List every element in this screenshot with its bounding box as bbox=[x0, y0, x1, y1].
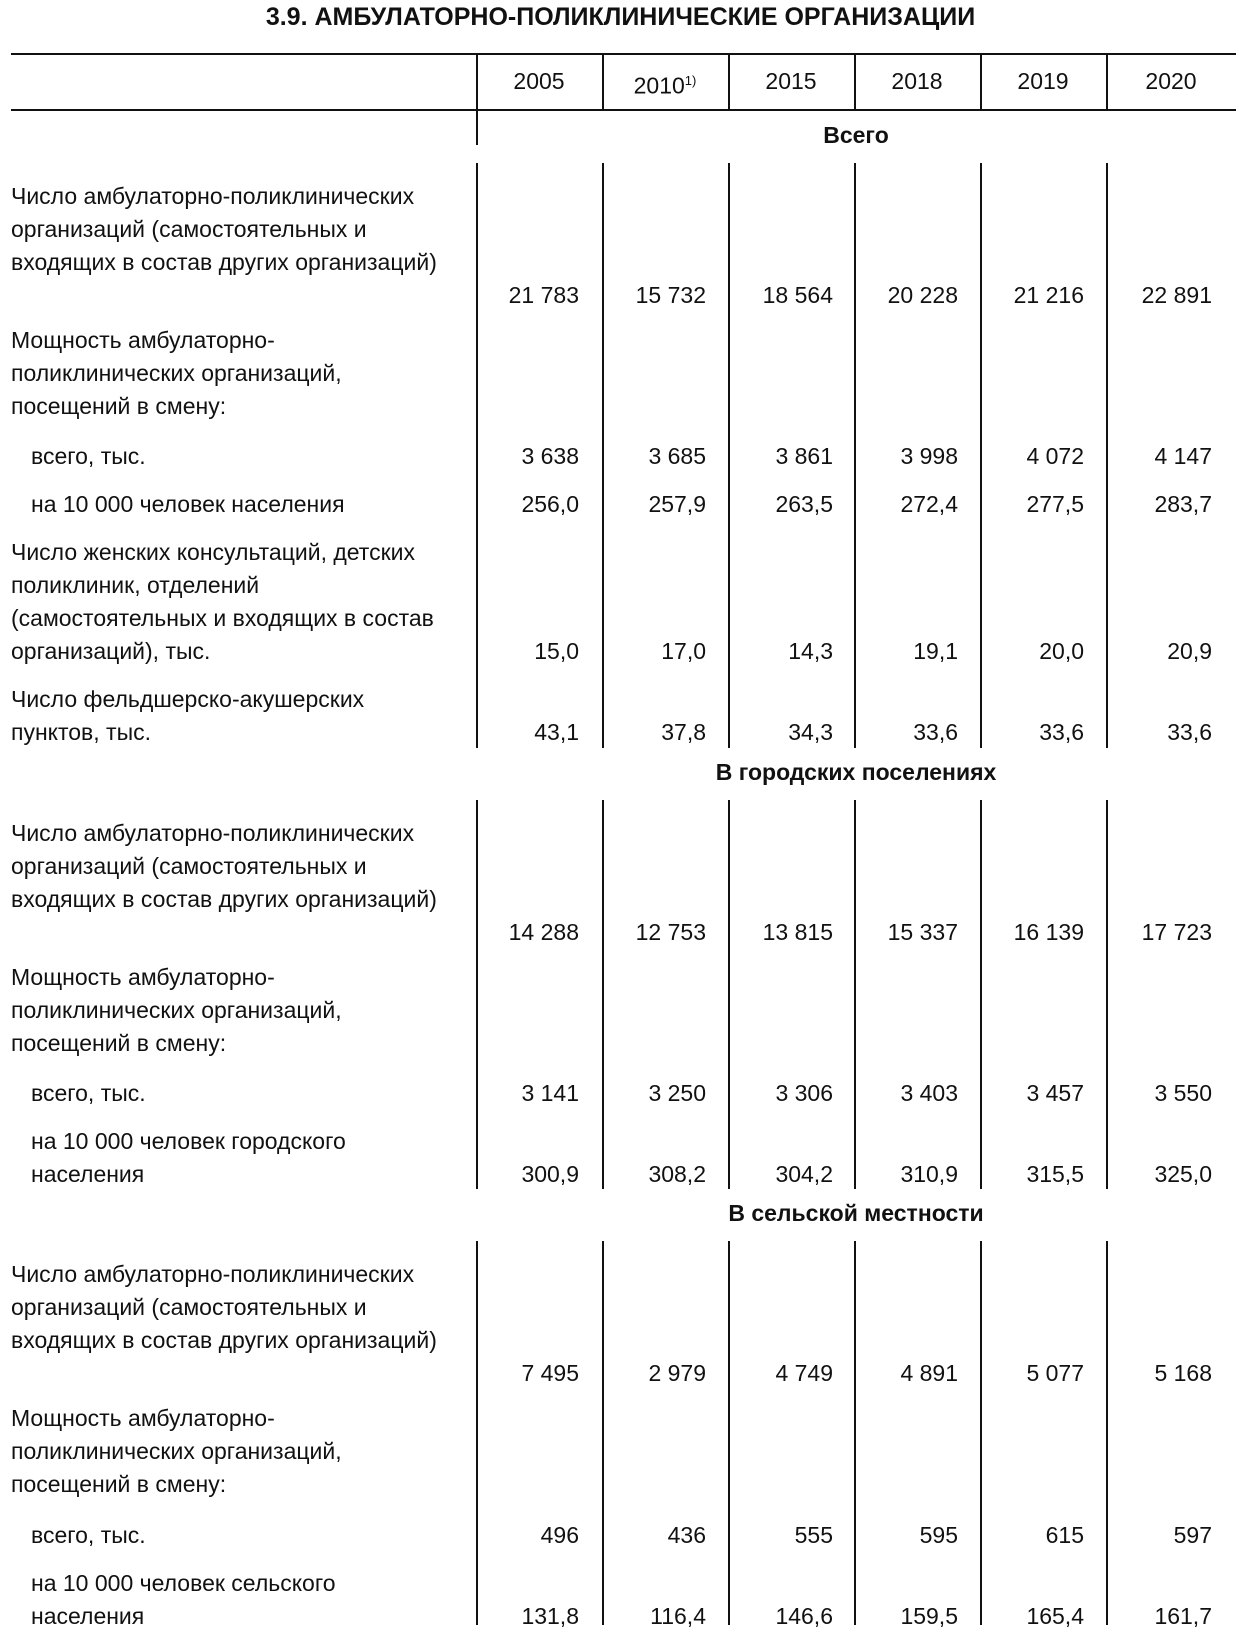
footnote-marker: 1) bbox=[684, 73, 697, 88]
column-divider bbox=[854, 1241, 856, 1625]
row-label: Число фельдшерско-акушерских пунктов, тыс. bbox=[11, 686, 365, 745]
row-label: всего, тыс. bbox=[31, 1522, 146, 1548]
column-divider bbox=[854, 800, 856, 1189]
table-cell-value: 304,2 bbox=[775, 1161, 833, 1187]
row-label: Число амбулаторно-поликлинических организаций (самостоятельных и входящих в состав других организаций) bbox=[11, 1261, 437, 1353]
table-cell-value: 310,9 bbox=[900, 1161, 958, 1187]
header-top-rule bbox=[11, 53, 1236, 55]
table-cell-value: 5 168 bbox=[1154, 1360, 1212, 1386]
table-cell-value: 17,0 bbox=[661, 638, 706, 664]
page-title: 3.9. АМБУЛАТОРНО-ПОЛИКЛИНИЧЕСКИЕ ОРГАНИЗАЦИИ bbox=[265, 3, 976, 31]
table-cell-value: 43,1 bbox=[534, 719, 579, 745]
table-cell-value: 20 228 bbox=[887, 282, 958, 308]
column-divider bbox=[602, 800, 604, 1189]
table-cell-value: 33,6 bbox=[1167, 719, 1212, 745]
table-cell-value: 3 550 bbox=[1154, 1080, 1212, 1106]
year-header: 2010$^{1)}$ bbox=[633, 72, 697, 99]
table-cell-value: 325,0 bbox=[1154, 1161, 1212, 1187]
table-cell-value: 272,4 bbox=[900, 491, 958, 517]
table-cell-value: 16 139 bbox=[1013, 919, 1084, 945]
table-cell-value: 37,8 bbox=[661, 719, 706, 745]
table-cell-value: 18 564 bbox=[762, 282, 833, 308]
table-cell-value: 15 337 bbox=[887, 919, 958, 945]
column-divider bbox=[980, 1241, 982, 1625]
row-label: Мощность амбулаторно-поликлинических организаций, посещений в смену: bbox=[11, 1405, 342, 1497]
row-label: Число амбулаторно-поликлинических организаций (самостоятельных и входящих в состав других организаций) bbox=[11, 183, 437, 275]
table-cell-value: 277,5 bbox=[1026, 491, 1084, 517]
table-cell-value: 17 723 bbox=[1141, 919, 1212, 945]
table-cell-value: 283,7 bbox=[1154, 491, 1212, 517]
table-cell-value: 20,0 bbox=[1039, 638, 1084, 664]
table-cell-value: 131,8 bbox=[521, 1603, 579, 1629]
table-cell-value: 256,0 bbox=[521, 491, 579, 517]
table-cell-value: 165,4 bbox=[1026, 1603, 1084, 1629]
table-cell-value: 615 bbox=[1045, 1522, 1084, 1548]
column-divider bbox=[728, 1241, 730, 1625]
table-cell-value: 33,6 bbox=[1039, 719, 1084, 745]
table-cell-value: 3 250 bbox=[648, 1080, 706, 1106]
table-cell-value: 300,9 bbox=[521, 1161, 579, 1187]
section-title: Всего bbox=[823, 122, 889, 148]
header-bottom-rule bbox=[11, 109, 1236, 111]
table-cell-value: 5 077 bbox=[1026, 1360, 1084, 1386]
table-cell-value: 19,1 bbox=[913, 638, 958, 664]
table-cell-value: 14 288 bbox=[508, 919, 579, 945]
table-cell-value: 13 815 bbox=[762, 919, 833, 945]
column-divider bbox=[728, 800, 730, 1189]
table-cell-value: 315,5 bbox=[1026, 1161, 1084, 1187]
row-label: Число женских консультаций, детских поликлиник, отделений (самостоятельных и входящих в состав организаций), тыс. bbox=[11, 539, 434, 664]
year-header: 2018 bbox=[891, 68, 943, 94]
table-cell-value: 21 783 bbox=[508, 282, 579, 308]
row-label: всего, тыс. bbox=[31, 443, 146, 469]
table-cell-value: 4 749 bbox=[775, 1360, 833, 1386]
table-cell-value: 22 891 bbox=[1141, 282, 1212, 308]
table-cell-value: 257,9 bbox=[648, 491, 706, 517]
table-cell-value: 12 753 bbox=[635, 919, 706, 945]
table-cell-value: 3 457 bbox=[1026, 1080, 1084, 1106]
column-divider bbox=[980, 800, 982, 1189]
table-cell-value: 116,4 bbox=[650, 1603, 706, 1629]
table-cell-value: 20,9 bbox=[1167, 638, 1212, 664]
table-cell-value: 2 979 bbox=[648, 1360, 706, 1386]
table-cell-value: 3 141 bbox=[521, 1080, 579, 1106]
row-label: на 10 000 человек городского населения bbox=[31, 1128, 346, 1187]
year-header: 2005 bbox=[513, 68, 565, 94]
table-cell-value: 263,5 bbox=[775, 491, 833, 517]
table-cell-value: 146,6 bbox=[775, 1603, 833, 1629]
column-divider bbox=[476, 800, 478, 1189]
table-cell-value: 15 732 bbox=[635, 282, 706, 308]
table-cell-value: 161,7 bbox=[1154, 1603, 1212, 1629]
column-divider bbox=[1106, 1241, 1108, 1625]
table-cell-value: 21 216 bbox=[1013, 282, 1084, 308]
table-cell-value: 34,3 bbox=[788, 719, 833, 745]
table-cell-value: 436 bbox=[667, 1522, 706, 1548]
row-label: всего, тыс. bbox=[31, 1080, 146, 1106]
row-label: Мощность амбулаторно-поликлинических организаций, посещений в смену: bbox=[11, 964, 342, 1056]
row-label: на 10 000 человек населения bbox=[31, 491, 345, 517]
table-cell-value: 555 bbox=[794, 1522, 833, 1548]
column-divider bbox=[476, 1241, 478, 1625]
table-cell-value: 3 306 bbox=[775, 1080, 833, 1106]
table-cell-value: 159,5 bbox=[900, 1603, 958, 1629]
table-cell-value: 3 685 bbox=[648, 443, 706, 469]
year-header: 2015 bbox=[765, 68, 817, 94]
row-label: Мощность амбулаторно-поликлинических организаций, посещений в смену: bbox=[11, 327, 342, 419]
year-header: 2019 bbox=[1017, 68, 1069, 94]
table-cell-value: 7 495 bbox=[521, 1360, 579, 1386]
table-cell-value: 3 403 bbox=[900, 1080, 958, 1106]
table-cell-value: 3 638 bbox=[521, 443, 579, 469]
table-cell-value: 496 bbox=[540, 1522, 579, 1548]
table-cell-value: 595 bbox=[919, 1522, 958, 1548]
table-cell-value: 33,6 bbox=[913, 719, 958, 745]
table-cell-value: 3 998 bbox=[900, 443, 958, 469]
table-cell-value: 3 861 bbox=[775, 443, 833, 469]
year-header: 2020 bbox=[1145, 68, 1197, 94]
column-divider bbox=[1106, 800, 1108, 1189]
table-cell-value: 308,2 bbox=[648, 1161, 706, 1187]
table-cell-value: 597 bbox=[1173, 1522, 1212, 1548]
column-divider bbox=[602, 1241, 604, 1625]
table-cell-value: 14,3 bbox=[788, 638, 833, 664]
section-title: В сельской местности bbox=[728, 1200, 984, 1226]
table-cell-value: 4 072 bbox=[1026, 443, 1084, 469]
row-label: на 10 000 человек сельского населения bbox=[31, 1570, 336, 1629]
table-cell-value: 4 891 bbox=[900, 1360, 958, 1386]
table-cell-value: 15,0 bbox=[534, 638, 579, 664]
table-cell-value: 4 147 bbox=[1154, 443, 1212, 469]
row-label: Число амбулаторно-поликлинических организаций (самостоятельных и входящих в состав других организаций) bbox=[11, 820, 437, 912]
section-title: В городских поселениях bbox=[715, 759, 997, 785]
